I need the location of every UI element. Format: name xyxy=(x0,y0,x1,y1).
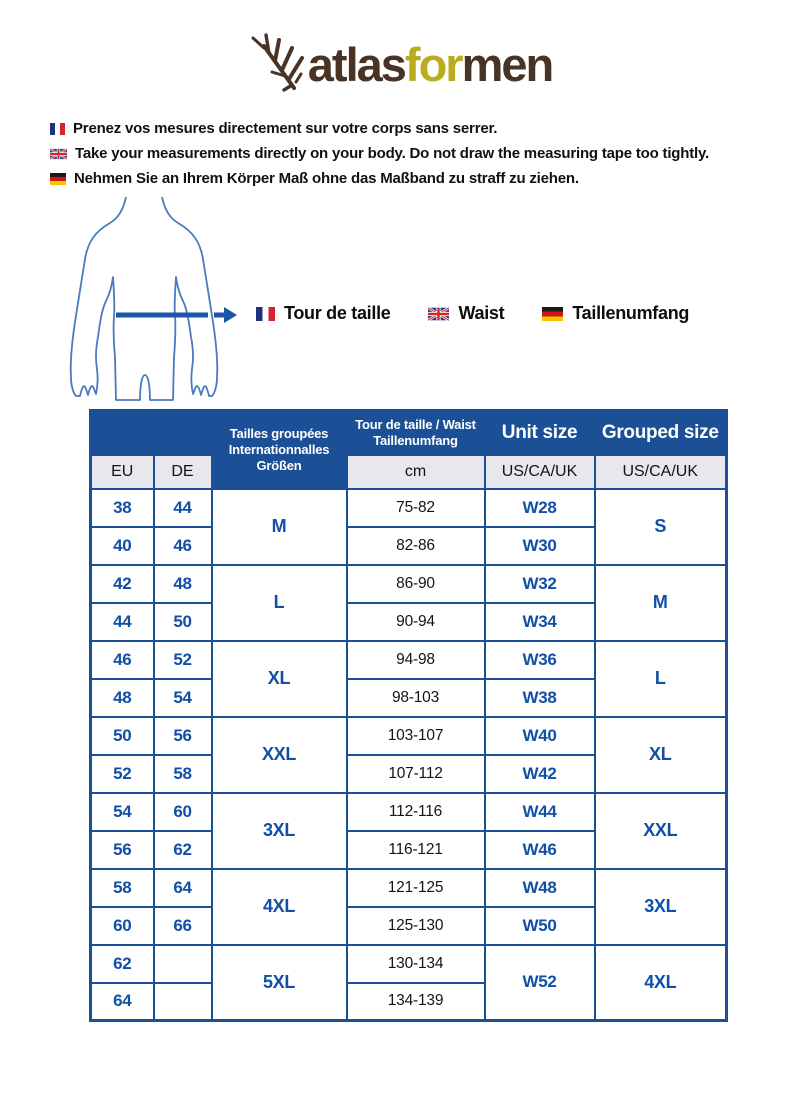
cell-de: 52 xyxy=(154,641,212,679)
cell-unit-size: W38 xyxy=(485,679,595,717)
header-line: Größen xyxy=(256,457,302,473)
cell-de: 56 xyxy=(154,717,212,755)
cell-unit-size: W40 xyxy=(485,717,595,755)
cell-eu: 62 xyxy=(91,945,154,983)
germany-flag-icon xyxy=(50,173,66,185)
cell-grouped-size: M xyxy=(595,565,727,641)
cell-eu: 56 xyxy=(91,831,154,869)
cell-eu: 48 xyxy=(91,679,154,717)
instruction-text: Nehmen Sie an Ihrem Körper Maß ohne das Maßband zu straff zu ziehen. xyxy=(74,170,579,187)
header-line: Taillenumfang xyxy=(373,432,458,448)
cell-cm-range: 112-116 xyxy=(347,793,485,831)
cell-eu: 64 xyxy=(91,983,154,1021)
cell-unit-size: W28 xyxy=(485,489,595,527)
cell-unit-size: W30 xyxy=(485,527,595,565)
cell-unit-size: W44 xyxy=(485,793,595,831)
cell-eu: 44 xyxy=(91,603,154,641)
header-cm: cm xyxy=(347,455,485,489)
header-waist xyxy=(347,411,485,455)
cell-de: 46 xyxy=(154,527,212,565)
branch-icon xyxy=(248,32,304,94)
header-line: Tour de taille / Waist xyxy=(355,416,476,432)
logo-men: men xyxy=(461,38,553,91)
header-row-top xyxy=(91,411,727,455)
cell-unit-size: W32 xyxy=(485,565,595,603)
header-de: DE xyxy=(154,455,212,489)
uk-flag-icon xyxy=(428,307,449,321)
cell-unit-size: W34 xyxy=(485,603,595,641)
cell-eu: 40 xyxy=(91,527,154,565)
cell-de xyxy=(154,983,212,1021)
cell-de: 50 xyxy=(154,603,212,641)
header-grouped-size: Grouped size xyxy=(595,411,727,455)
logo-for: for xyxy=(404,38,462,91)
cell-grouped-size: S xyxy=(595,489,727,565)
measure-labels-row xyxy=(256,303,689,324)
cell-cm-range: 121-125 xyxy=(347,869,485,907)
cell-cm-range: 116-121 xyxy=(347,831,485,869)
cell-intl-size: 4XL xyxy=(212,869,347,945)
cell-unit-size: W48 xyxy=(485,869,595,907)
cell-intl-size: 3XL xyxy=(212,793,347,869)
logo xyxy=(0,34,800,96)
cell-cm-range: 98-103 xyxy=(347,679,485,717)
instruction-text: Take your measurements directly on your body. Do not draw the measuring tape too tightly. xyxy=(75,145,709,162)
cell-intl-size: L xyxy=(212,565,347,641)
table-row xyxy=(91,793,727,831)
cell-grouped-size: 3XL xyxy=(595,869,727,945)
measurement-diagram xyxy=(0,197,800,405)
cell-cm-range: 90-94 xyxy=(347,603,485,641)
cell-grouped-size: L xyxy=(595,641,727,717)
header-us-ca-uk: US/CA/UK xyxy=(595,455,727,489)
cell-eu: 52 xyxy=(91,755,154,793)
instruction-de xyxy=(50,166,800,191)
cell-eu: 50 xyxy=(91,717,154,755)
table-row xyxy=(91,945,727,983)
cell-de: 66 xyxy=(154,907,212,945)
table-row xyxy=(91,565,727,603)
cell-intl-size: M xyxy=(212,489,347,565)
instructions-block xyxy=(50,116,800,191)
cell-de: 54 xyxy=(154,679,212,717)
instruction-fr xyxy=(50,116,800,141)
cell-cm-range: 107-112 xyxy=(347,755,485,793)
table-row xyxy=(91,489,727,527)
cell-grouped-size: XXL xyxy=(595,793,727,869)
cell-de: 60 xyxy=(154,793,212,831)
cell-unit-size: W42 xyxy=(485,755,595,793)
cell-eu: 54 xyxy=(91,793,154,831)
cell-eu: 46 xyxy=(91,641,154,679)
cell-grouped-size: XL xyxy=(595,717,727,793)
cell-unit-size: W36 xyxy=(485,641,595,679)
cell-intl-size: 5XL xyxy=(212,945,347,1021)
label-text: Waist xyxy=(458,303,505,323)
cell-de xyxy=(154,945,212,983)
logo-wordmark xyxy=(308,34,552,96)
table-header xyxy=(91,411,727,489)
cell-intl-size: XXL xyxy=(212,717,347,793)
label-tour-de-taille xyxy=(256,303,390,324)
table-row xyxy=(91,641,727,679)
cell-de: 44 xyxy=(154,489,212,527)
cell-grouped-size: 4XL xyxy=(595,945,727,1021)
cell-cm-range: 103-107 xyxy=(347,717,485,755)
cell-de: 48 xyxy=(154,565,212,603)
header-blank xyxy=(91,411,212,455)
label-waist xyxy=(428,303,504,324)
header-unit-size: Unit size xyxy=(485,411,595,455)
header-intl-sizes xyxy=(212,411,347,489)
france-flag-icon xyxy=(50,123,65,135)
cell-intl-size: XL xyxy=(212,641,347,717)
label-text: Tour de taille xyxy=(284,303,391,323)
cell-de: 62 xyxy=(154,831,212,869)
label-taillenumfang xyxy=(542,303,689,324)
cell-unit-size: W52 xyxy=(485,945,595,1021)
cell-unit-size: W50 xyxy=(485,907,595,945)
cell-cm-range: 75-82 xyxy=(347,489,485,527)
cell-cm-range: 82-86 xyxy=(347,527,485,565)
cell-de: 64 xyxy=(154,869,212,907)
instruction-text: Prenez vos mesures directement sur votre corps sans serrer. xyxy=(73,120,498,137)
cell-cm-range: 130-134 xyxy=(347,945,485,983)
france-flag-icon xyxy=(256,307,275,321)
waist-arrow-head xyxy=(224,307,237,323)
cell-eu: 58 xyxy=(91,869,154,907)
cell-cm-range: 86-90 xyxy=(347,565,485,603)
table-body xyxy=(91,489,727,1021)
cell-cm-range: 125-130 xyxy=(347,907,485,945)
cell-eu: 38 xyxy=(91,489,154,527)
header-row-sub xyxy=(91,455,727,489)
table-row xyxy=(91,869,727,907)
cell-de: 58 xyxy=(154,755,212,793)
cell-eu: 42 xyxy=(91,565,154,603)
germany-flag-icon xyxy=(542,307,563,321)
size-chart-table xyxy=(89,409,728,1022)
header-line: Tailles groupées xyxy=(229,425,329,441)
header-line: Internationnalles xyxy=(228,441,330,457)
cell-eu: 60 xyxy=(91,907,154,945)
header-eu: EU xyxy=(91,455,154,489)
uk-flag-icon xyxy=(50,148,67,160)
table-row xyxy=(91,717,727,755)
label-text: Taillenumfang xyxy=(572,303,690,323)
header-us-ca-uk: US/CA/UK xyxy=(485,455,595,489)
logo-atlas: atlas xyxy=(307,38,405,91)
instruction-en xyxy=(50,141,800,166)
body-outline-figure xyxy=(60,197,244,405)
cell-cm-range: 134-139 xyxy=(347,983,485,1021)
cell-cm-range: 94-98 xyxy=(347,641,485,679)
cell-unit-size: W46 xyxy=(485,831,595,869)
